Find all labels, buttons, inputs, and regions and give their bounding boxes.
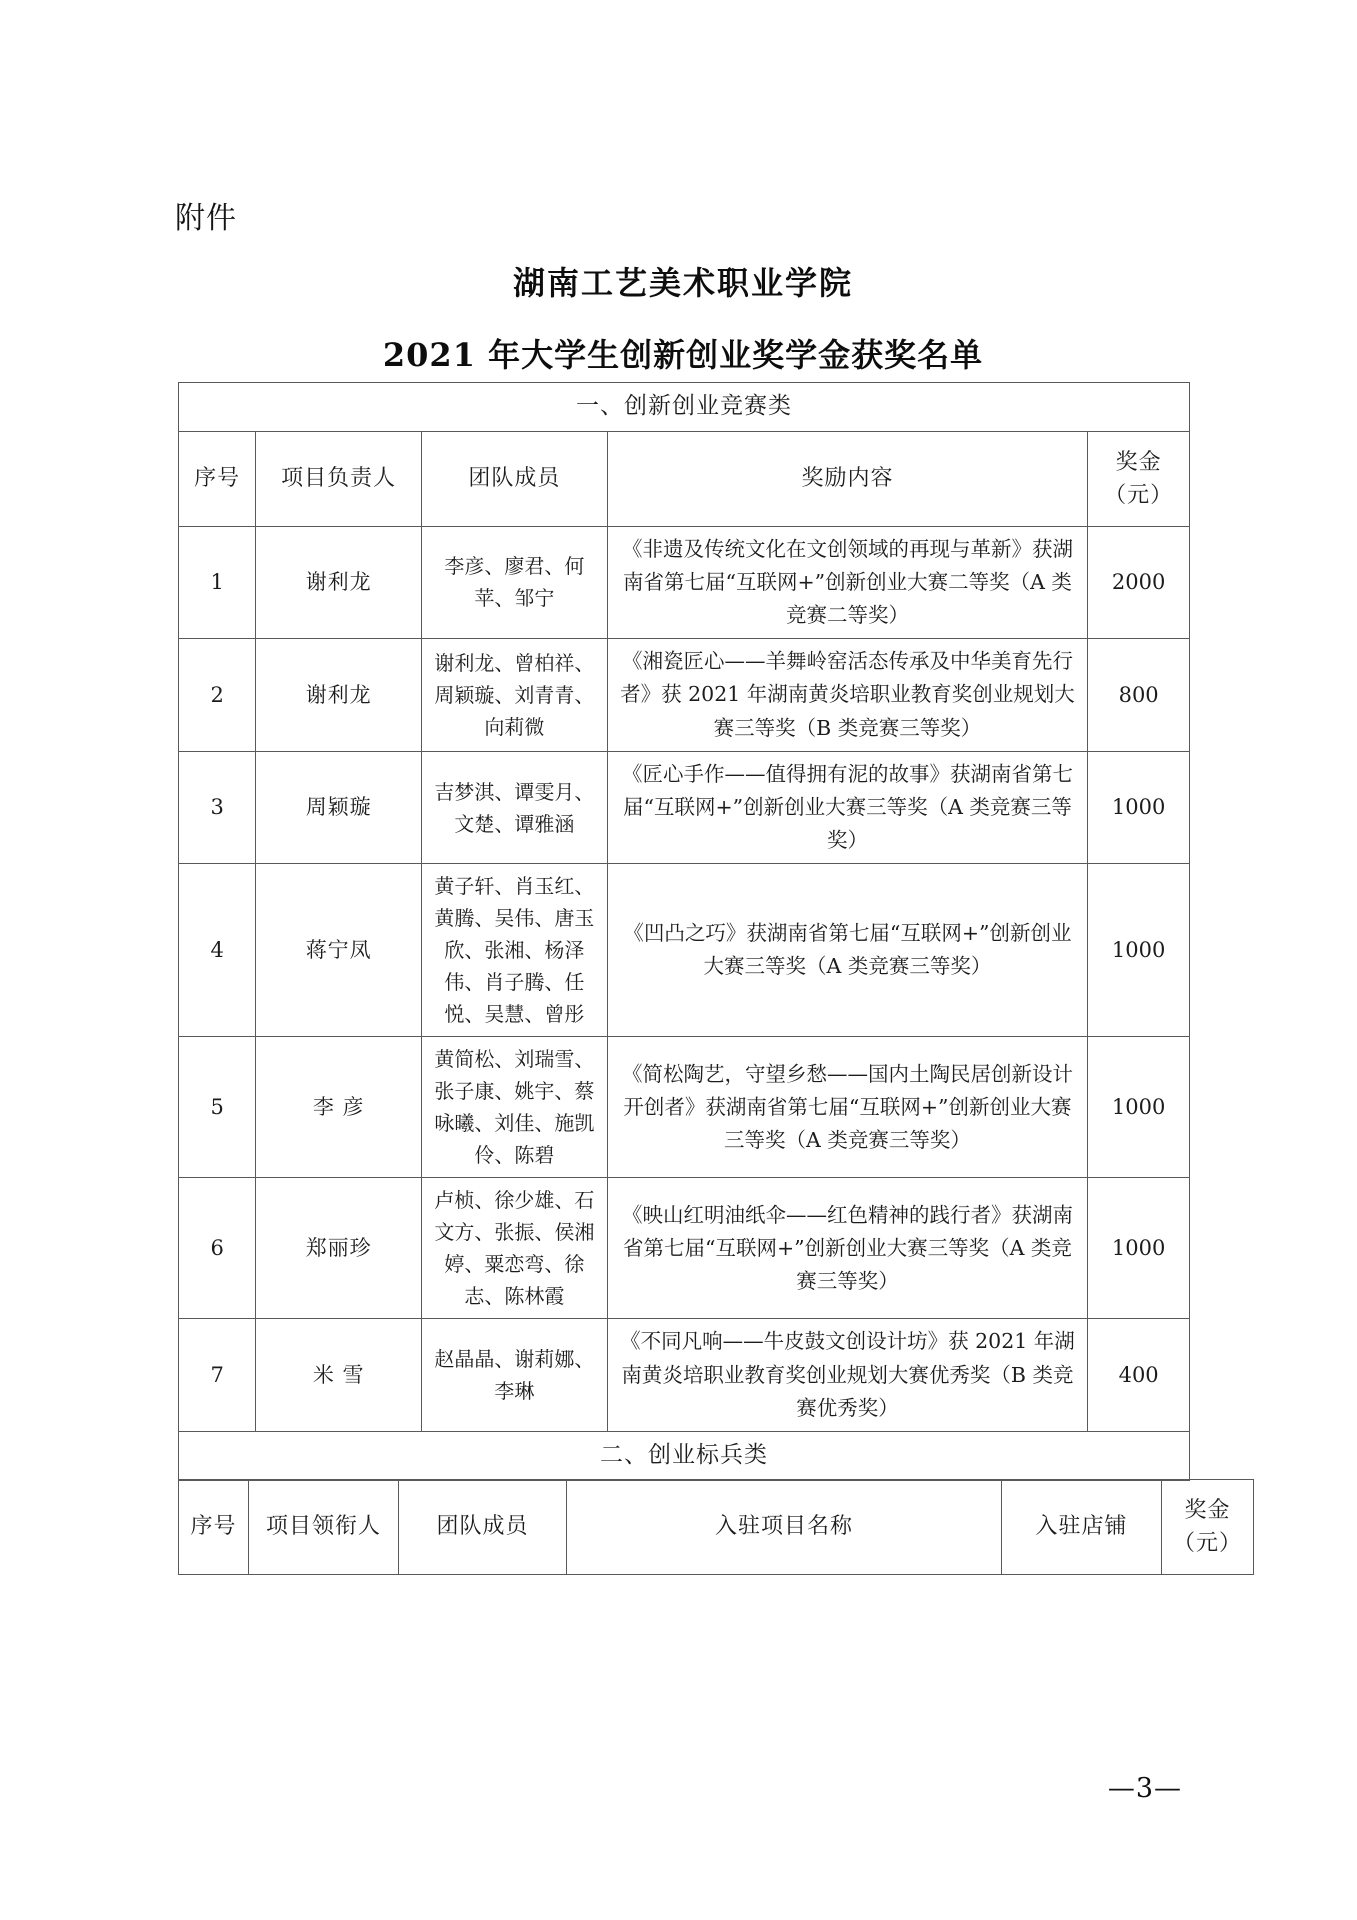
row-content: 《非遗及传统文化在文创领域的再现与革新》获湖南省第七届“互联网+”创新创业大赛二等奖（A 类竞赛二等奖） [607,526,1088,639]
table-row [179,526,1190,639]
document-subtitle: 2021 年大学生创新创业奖学金获奖名单 [382,336,984,374]
row-leader: 谢利龙 [256,526,422,639]
document-title: 湖南工艺美术职业学院 [512,264,853,302]
amount-label-line2-2: （元） [1172,1531,1242,1557]
row-no: 7 [179,1319,256,1432]
table-header-row-2 [179,1480,1254,1575]
column-header-content: 奖励内容 [607,431,1088,526]
column-header-leader-2: 项目领衔人 [249,1480,399,1575]
row-team: 吉梦淇、谭雯月、文楚、谭雅涵 [422,751,608,864]
section-heading-row-2 [179,1432,1190,1481]
row-leader: 李 彦 [256,1037,422,1178]
row-no: 2 [179,639,256,752]
table-row [179,864,1190,1037]
row-content: 《凹凸之巧》获湖南省第七届“互联网+”创新创业大赛三等奖（A 类竞赛三等奖） [607,864,1088,1037]
row-amount: 400 [1088,1319,1190,1432]
section-1-heading: 一、创新创业竞赛类 [179,383,1190,432]
page-number: —3— [1107,1773,1182,1804]
row-no: 6 [179,1178,256,1319]
amount-label-line1-2: 奖金 [1184,1498,1231,1524]
award-table-section2 [178,1479,1254,1575]
row-leader: 米 雪 [256,1319,422,1432]
table-row [179,751,1190,864]
row-content: 《匠心手作——值得拥有泥的故事》获湖南省第七届“互联网+”创新创业大赛三等奖（A 类竞赛三等奖） [607,751,1088,864]
row-team: 谢利龙、曾柏祥、周颖璇、刘青青、向莉微 [422,639,608,752]
row-team: 卢桢、徐少雄、石文方、张振、侯湘婷、粟恋弯、徐志、陈林霞 [422,1178,608,1319]
award-table [178,382,1190,1481]
row-leader: 谢利龙 [256,639,422,752]
row-content: 《不同凡响——牛皮鼓文创设计坊》获 2021 年湖南黄炎培职业教育奖创业规划大赛优秀奖（B 类竞赛优秀奖） [607,1319,1088,1432]
row-amount: 1000 [1088,1037,1190,1178]
amount-label-line1: 奖金 [1115,449,1162,475]
section-heading-row-1 [179,383,1190,432]
table-row [179,1037,1190,1178]
column-header-project: 入驻项目名称 [567,1480,1002,1575]
row-no: 3 [179,751,256,864]
column-header-amount [1088,431,1190,526]
column-header-team: 团队成员 [422,431,608,526]
row-content: 《映山红明油纸伞——红色精神的践行者》获湖南省第七届“互联网+”创新创业大赛三等奖（A 类竞赛三等奖） [607,1178,1088,1319]
row-no: 4 [179,864,256,1037]
row-content: 《简松陶艺，守望乡愁——国内土陶民居创新设计开创者》获湖南省第七届“互联网+”创新创业大赛三等奖（A 类竞赛三等奖） [607,1037,1088,1178]
column-header-team-2: 团队成员 [399,1480,567,1575]
row-amount: 1000 [1088,751,1190,864]
row-leader: 蒋宁凤 [256,864,422,1037]
row-amount: 1000 [1088,864,1190,1037]
column-header-leader: 项目负责人 [256,431,422,526]
table-row [179,1319,1190,1432]
row-team: 李彦、廖君、何苹、邹宁 [422,526,608,639]
table-header-row-1 [179,431,1190,526]
column-header-amount-2 [1162,1480,1254,1575]
row-team: 赵晶晶、谢莉娜、李琳 [422,1319,608,1432]
row-amount: 2000 [1088,526,1190,639]
column-header-no: 序号 [179,431,256,526]
row-leader: 郑丽珍 [256,1178,422,1319]
amount-label-line2: （元） [1104,482,1174,508]
row-no: 1 [179,526,256,639]
row-no: 5 [179,1037,256,1178]
column-header-shop: 入驻店铺 [1002,1480,1162,1575]
row-content: 《湘瓷匠心——羊舞岭窑活态传承及中华美育先行者》获 2021 年湖南黄炎培职业教育奖创业规划大赛三等奖（B 类竞赛三等奖） [607,639,1088,752]
row-team: 黄子轩、肖玉红、黄腾、吴伟、唐玉欣、张湘、杨泽伟、肖子腾、任悦、吴慧、曾彤 [422,864,608,1037]
row-team: 黄简松、刘瑞雪、张子康、姚宇、蔡咏曦、刘佳、施凯伶、陈碧 [422,1037,608,1178]
attachment-label: 附件 [175,201,237,236]
row-leader: 周颖璇 [256,751,422,864]
award-table-container [178,382,1242,1575]
column-header-no-2: 序号 [179,1480,249,1575]
section-2-heading: 二、创业标兵类 [179,1432,1190,1481]
row-amount: 800 [1088,639,1190,752]
table-row [179,1178,1190,1319]
table-row [179,639,1190,752]
row-amount: 1000 [1088,1178,1190,1319]
